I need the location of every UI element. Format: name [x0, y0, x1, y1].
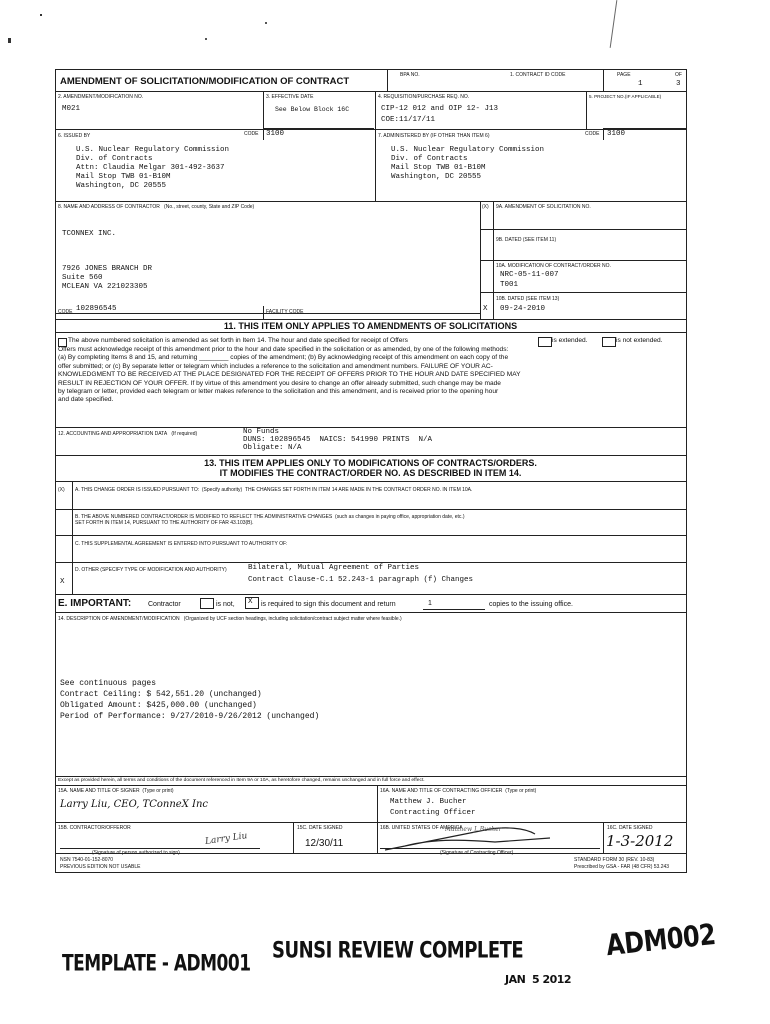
issued-by-address: U.S. Nuclear Regulatory Commission Div. of Contracts Attn: Claudia Melgar 301-492-3637 Mail Stop TWB 01-B10M Washington, DC 20555 [76, 146, 230, 190]
block-9a-label: 9A. AMENDMENT OF SOLICITATION NO. [496, 204, 591, 210]
previous-edition-text: PREVIOUS EDITION NOT USABLE [60, 864, 141, 870]
issued-by-label: 6. ISSUED BY [58, 133, 91, 139]
effective-date-label: 3. EFFECTIVE DATE [266, 94, 314, 100]
copies-text: copies to the issuing office. [489, 601, 573, 608]
scan-line [610, 0, 618, 48]
admin-code-value: 3100 [607, 130, 626, 138]
received-date-stamp: JAN 5 2012 [505, 973, 572, 986]
item14-label: 14. DESCRIPTION OF AMENDMENT/MODIFICATION (Organized by UCF section headings, including solicitation/contract subject matter where feasible.) [58, 616, 402, 622]
issued-code-label: CODE [244, 131, 259, 137]
contractor-label: 8. NAME AND ADDRESS OF CONTRACTOR (No., street, county, State and ZIP Code) [58, 204, 255, 210]
item13-c-label: C. THIS SUPPLEMENTAL AGREEMENT IS ENTERED INTO PURSUANT TO AUTHORITY OF: [75, 541, 288, 547]
admin-code-label: CODE [585, 131, 600, 137]
project-label: 5. PROJECT NO.(IF APPLICABLE) [589, 94, 662, 99]
template-stamp: TEMPLATE - ADM001 [62, 951, 251, 977]
usa-label: 16B. UNITED STATES OF AMERICA [380, 825, 463, 831]
standard-form-text: STANDARD FORM 30 (REV. 10-83) [574, 857, 655, 863]
administered-by-label: 7. ADMINISTERED BY (IF OTHER THAN ITEM 6) [378, 133, 490, 139]
contractor-code-value: 102896545 [76, 305, 117, 313]
block-9b-label: 9B. DATED (SEE ITEM 11) [496, 237, 557, 243]
item11-paragraph: Offers must acknowledge receipt of this amendment prior to the hour and date specified in the solicitation or as amended, by one of the following methods: (a) By completing Items 8 and 15, and returning ________ copies of the amendment; (b) By acknowledging receipt of this amendment on each copy of the offer submitted; or (c) By separate letter or telegram which includes a reference to the solicitation and amendment numbers. FAILURE OF YOUR AC- KNOWLEDGMENT TO BE RECEIVED AT THE PLACE DESIGNATED FOR THE RECEIPT OF OFFERS PRIOR TO THE HOUR AND DATE SPECIFIED MAY RESULT IN REJECTION OF YOUR OFFER. If by virtue of this amendment you desire to change an offer already submitted, such change may be made by telegram or letter, provided each telegram or letter makes reference to the solicitation and this amendment, and is received prior to the opening hour and date specified. [58, 346, 521, 404]
item13-d-check: X [60, 578, 65, 586]
not-extended-text: is not extended. [616, 337, 663, 344]
bpa-label: BPA NO. [400, 72, 420, 78]
item13-d-line1: Bilateral, Mutual Agreement of Parties [248, 564, 420, 572]
item14-description: See continuous pages Contract Ceiling: $ 542,551.20 (unchanged) Obligated Amount: $425,000.00 (unchanged) Period of Performance: 9/27/2010-9/26/2012 (unchanged) [60, 679, 320, 721]
contractor-date-label: 15C. DATE SIGNED [297, 825, 343, 831]
contractor-address: 7926 JONES BRANCH DR Suite 560 MCLEAN VA 221023305 [62, 265, 153, 291]
contractor-date-value: 12/30/11 [305, 838, 344, 849]
contractor-signature: Larry Liu [204, 831, 249, 847]
prescribed-text: Prescribed by GSA - FAR (48 CFR) 53.243 [574, 864, 670, 870]
amendment-label: 2. AMENDMENT/MODIFICATION NO. [58, 94, 144, 100]
contractor-name: TCONNEX INC. [62, 230, 117, 238]
contractor-code-label: CODE [58, 309, 73, 315]
item12-label: 12. ACCOUNTING AND APPROPRIATION DATA (If required) [58, 431, 198, 437]
issued-code-value: 3100 [266, 130, 285, 138]
contracting-officer-signature: Matthew J. Bucher [445, 826, 502, 833]
page-number: 1 [638, 80, 643, 88]
signer-name-value: Larry Liu, CEO, TConneX Inc [60, 799, 208, 810]
block-10a-label: 10A. MODIFICATION OF CONTRACT/ORDER NO. [496, 263, 611, 269]
item13-heading2: IT MODIFIES THE CONTRACT/ORDER NO. AS DESCRIBED IN ITEM 14. [219, 468, 522, 478]
contracting-officer-line1: Matthew J. Bucher [390, 798, 467, 806]
item13-a-label: A. THIS CHANGE ORDER IS ISSUED PURSUANT TO: (Specify authority) THE CHANGES SET FORTH IN ITEM 14 ARE MADE IN THE CONTRACT ORDER NO. IN ITEM 10A. [75, 487, 473, 493]
item13-heading1: 13. THIS ITEM APPLIES ONLY TO MODIFICATIONS OF CONTRACTS/ORDERS. [204, 458, 537, 468]
item13-check-col: (X) [58, 487, 65, 493]
facility-code-label: FACILITY CODE [266, 309, 304, 315]
item11-line1: The above numbered solicitation is amended as set forth in Item 14. The hour and date specified for receipt of Offers [68, 337, 408, 344]
item13-d-label: D. OTHER (SPECIFY TYPE OF MODIFICATION AND AUTHORITY) [75, 567, 227, 573]
block-10a-line2: T001 [500, 281, 519, 289]
amendment-value: M021 [62, 105, 81, 113]
contract-id-label: 1. CONTRACT ID CODE [510, 72, 566, 78]
check-col-label: (X) [482, 204, 489, 210]
block-10a-line1: NRC-05-11-007 [500, 271, 559, 279]
of-label: OF [675, 72, 682, 78]
contracting-officer-line2: Contracting Officer [390, 809, 476, 817]
extended-text: is extended. [552, 337, 588, 344]
co-date-label: 16C. DATE SIGNED [607, 825, 653, 831]
effective-date-value: See Below Block 16C [275, 106, 350, 113]
item12-values: No Funds DUNS: 102896545 NAICS: 541990 PRINTS N/A Obligate: N/A [243, 428, 433, 452]
nsn-text: NSN 7540-01-152-8070 [60, 857, 114, 863]
contractor-sig-caption: (Signature of person authorized to sign) [92, 850, 180, 856]
administered-by-address: U.S. Nuclear Regulatory Commission Div. of Contracts Mail Stop TWB 01-B10M Washington, DC 20555 [391, 146, 545, 181]
requisition-line2: COE:11/17/11 [381, 116, 436, 124]
is-required-mark: X [248, 598, 253, 606]
item11-heading: 11. THIS ITEM ONLY APPLIES TO AMENDMENTS OF SOLICITATIONS [223, 321, 518, 331]
required-text: is required to sign this document and return [261, 601, 396, 608]
signer-name-label: 15A. NAME AND TITLE OF SIGNER (Type or print) [58, 788, 174, 794]
item13-b-label: B. THE ABOVE NUMBERED CONTRACT/ORDER IS MODIFIED TO REFLECT THE ADMINISTRATIVE CHANGES (such as changes in paying office, appropriation date, etc.) SET FORTH IN ITEM 14, PURSUANT TO THE AUTHORITY OF FAR 43.103(B). [75, 514, 465, 526]
copies-value: 1 [428, 600, 432, 607]
is-not-checkbox[interactable] [200, 598, 214, 609]
adm-stamp: ADM002 [604, 917, 717, 963]
scan-speck [8, 38, 11, 43]
contractor-offeror-label: 15B. CONTRACTOR/OFFEROR [58, 825, 131, 831]
item13-d-line2: Contract Clause-C.1 52.243-1 paragraph (f) Changes [248, 576, 474, 584]
sunsi-stamp: SUNSI REVIEW COMPLETE [272, 937, 524, 964]
form-title: AMENDMENT OF SOLICITATION/MODIFICATION OF CONTRACT [60, 76, 350, 87]
requisition-label: 4. REQUISITION/PURCHASE REQ. NO. [378, 94, 470, 100]
scan-speck [265, 22, 267, 24]
scan-speck [40, 14, 42, 16]
requisition-line1: CIP-12 012 and OIP 12- J13 [381, 105, 499, 113]
contracting-officer-label: 16A. NAME AND TITLE OF CONTRACTING OFFICER (Type or print) [380, 788, 537, 794]
page-total: 3 [676, 80, 681, 88]
block-10b-value: 09-24-2010 [500, 305, 546, 313]
scan-speck [205, 38, 207, 40]
co-sig-caption: (Signature of Contracting Officer) [440, 850, 514, 856]
important-label: E. IMPORTANT: [58, 598, 132, 609]
co-date-value: 1-3-2012 [606, 832, 674, 850]
block-10-check: X [483, 305, 488, 313]
except-statement: Except as provided herein, all terms and conditions of the document referenced in Item 9A or 10A, as heretofore changed, remains unchanged and in full force and effect. [58, 778, 425, 783]
block-10b-label: 10B. DATED (SEE ITEM 13) [496, 296, 560, 302]
important-contractor: Contractor [148, 601, 181, 608]
is-not-text: is not, [216, 601, 235, 608]
page-label: PAGE [617, 72, 631, 78]
